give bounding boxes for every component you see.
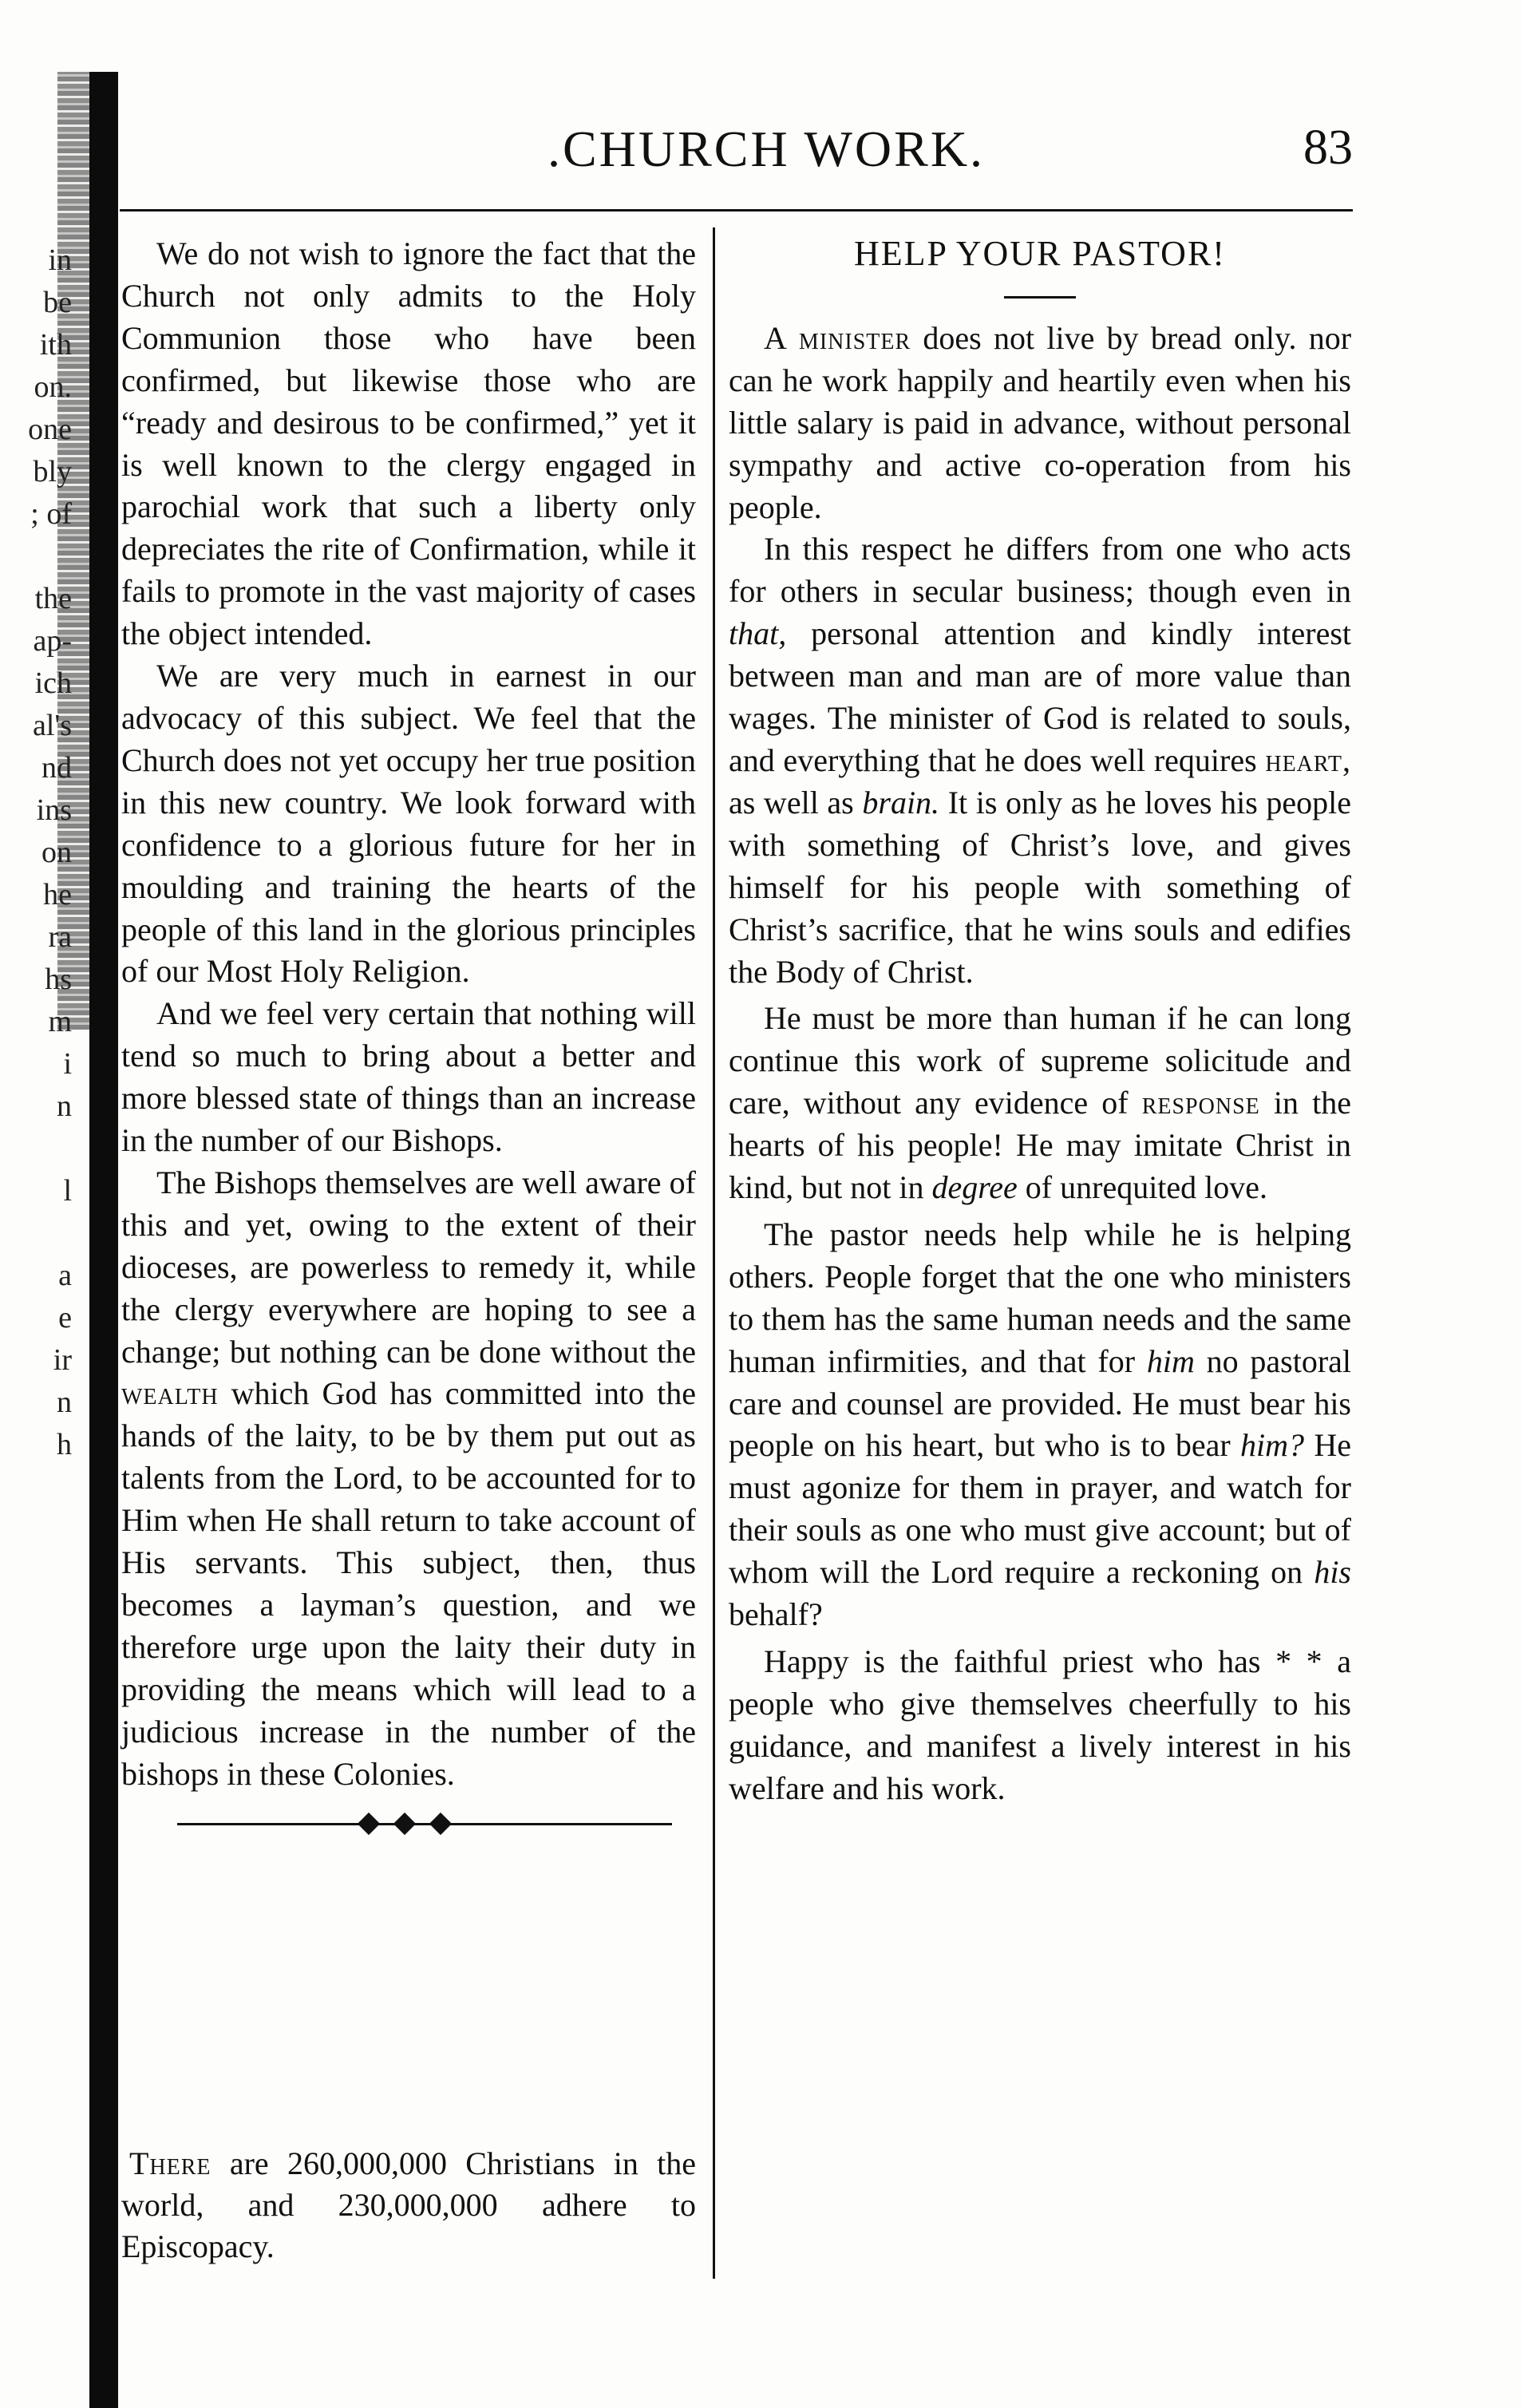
paragraph: A minister does not live by bread only. nor can he work happily and heartily even when his little salary is paid in advance, without personal sympathy and active co-operation from his people. [729,319,1352,525]
small-caps-word: wealth [121,1375,219,1412]
edge-fragment: be [43,286,72,319]
note-text: are 260,000,000 Christians in the world, and 230,000,000 adhere to Episcopacy. [121,2145,696,2264]
header-rule [120,209,1353,212]
edge-fragment: ap- [33,624,72,658]
title-rule [1004,296,1076,299]
edge-fragment: on. [34,370,72,404]
paragraph: The Bishops themselves are well aware of this and yet, owing to the extent of their dioceses, are powerless to remedy it, while the clergy everywhere are hoping to see a change; but nothing can be done without the wealth which God has committed into the hands of the laity, to be by them put out as talents from the Lord, to be accounted for to Him when He shall return to take account of His servants. This subject, then, thus becomes a layman’s question, and we therefore urge upon the laity their duty in providing the means which will lead to a judicious increase in the number of the bishops in these Colonies. [121,1164,696,1792]
paragraph: And we feel very certain that nothing will tend so much to bring about a better and more blessed state of things than an increase in the number of our Bishops. [121,995,696,1159]
right-column [729,233,1351,1810]
edge-fragment: e [58,1301,72,1334]
column-divider [713,227,715,2279]
edge-fragment: ir [53,1343,72,1377]
edge-fragment: in [48,243,72,277]
edge-fragment: n [57,1089,72,1123]
paragraph: We are very much in earnest in our advocacy of this subject. We feel that the Church does not yet occupy her true position in this new country. We look forward with confidence to a glorious future for her in moulding and training the hearts of the people of this land in the glorious principles of our Most Holy Religion. [121,658,696,990]
edge-fragment: ich [34,666,72,700]
edge-fragment: he [43,878,72,911]
edge-fragment: nd [42,751,72,785]
paragraph: In this respect he differs from one who acts for others in secular business; though even in that, personal attention and kindly interest between man and man are of more value than wages. The minister of God is related to souls, and everything that he does well requires heart, as well as brain. It is only as he loves his people with something of Christ’s love, and gives himself for his people with something of Christ’s sacrifice, that he wins souls and edifies the Body of Christ. [729,531,1352,990]
edge-fragment: a [58,1259,72,1292]
facing-page-fragments [0,239,72,1596]
paragraph: The pastor needs help while he is helping others. People forget that the one who ministers to them has the same human needs and the same human infirmities, and that for him no pastoral care and counsel are provided. He must bear his people on his heart, but who is to bear him? He must agonize for them in prayer, and watch for their souls as one who must give account; but of whom will the Lord require a reckoning on his behalf? [729,1216,1352,1633]
edge-fragment: h [57,1428,72,1461]
edge-fragment: ins [36,793,72,827]
page-number: 83 [1303,121,1353,175]
edge-fragment [0,1212,72,1255]
paragraph: Happy is the faithful priest who has * * a people who give themselves cheerfully to his guidance, and manifest a lively interest in his welfare and his work. [729,1643,1351,1806]
edge-fragment: one [28,413,72,446]
book-binding-edge [89,72,118,2408]
edge-fragment [0,536,72,578]
edge-fragment: ; of [30,497,72,531]
running-head: .CHURCH WORK. [547,121,986,177]
edge-fragment: the [34,582,72,615]
paragraph: We do not wish to ignore the fact that the Church not only admits to the Holy Communion those who have been confirmed, but likewise those who are “ready and desirous to be confirmed,” yet it is well known to the clergy engaged in parochial work that such a liberty only depreciates the rite of Confirmation, while it fails to promote in the vast majority of cases the object intended. [121,235,696,652]
edge-fragment: hs [45,963,72,996]
edge-fragment: on [42,836,72,869]
edge-fragment: i [63,1047,72,1081]
edge-fragment: ra [48,920,72,954]
edge-fragment: bly [33,455,72,488]
paragraph: He must be more than human if he can long continue this work of supreme solicitude and care, without any evidence of response in the hearts of his people! He may imitate Christ in kind, but not in degree of unrequited love. [729,1000,1352,1206]
edge-fragment: ith [39,328,72,362]
episcopacy-note [121,2143,696,2268]
edge-fragment: l [63,1174,72,1208]
note-lead: There [129,2145,211,2181]
edge-fragment: m [48,1005,72,1038]
article-title: HELP YOUR PASTOR! [854,234,1226,273]
left-column [121,233,696,1850]
edge-fragment: n [57,1386,72,1419]
section-ornament [121,1807,696,1842]
edge-fragment [0,1128,72,1170]
edge-fragment: al's [32,709,72,742]
